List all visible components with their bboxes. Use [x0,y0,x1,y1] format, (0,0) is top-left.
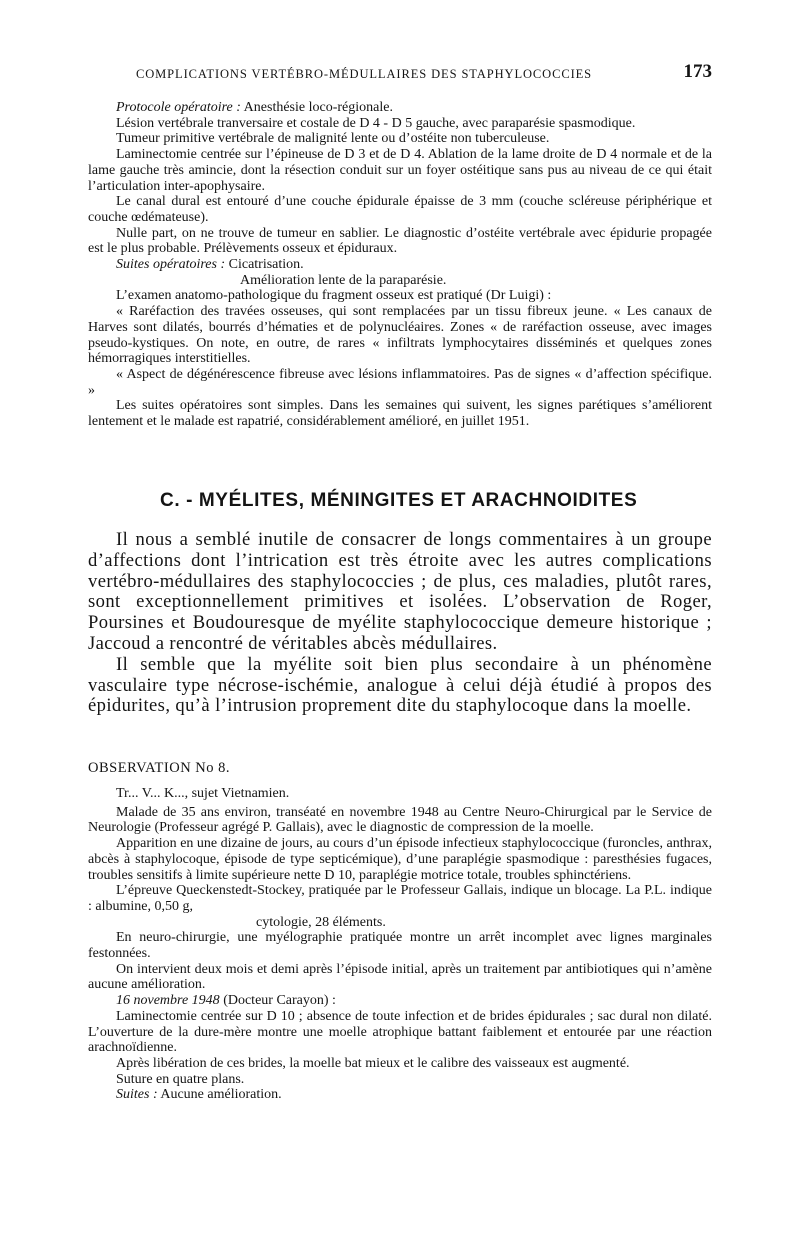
protocol-label: Protocole opératoire : [116,100,241,115]
observation-suites-line [88,1087,712,1103]
paragraph-lesion: Lésion vertébrale tranversaire et costale de D 4 - D 5 gauche, avec paraparésie spasmodique. [116,115,636,131]
section-c-body [88,530,712,717]
paragraph-laminectomie-2: Laminectomie centrée sur D 10 ; absence de toute infection et de brides épidurales ; sac dural non dilaté. L’ouverture de la dure-mère montre une moelle atrophique battant faiblement et entourée par une réaction arachnoïdienne. [88,1008,712,1056]
section-heading: C. - MYÉLITES, MÉNINGITES ET ARACHNOIDITES [160,490,638,511]
paragraph-laminectomie: Laminectomie centrée sur l’épineuse de D 3 et de D 4. Ablation de la lame droite de D 4 normale et de la lame gauche très amincie, dont la résection conduit sur un foyer ostéitique sans pus au niveau de ce qui était l’articulation inter-apophysaire. [88,147,712,194]
paragraph-cytologie: cytologie, 28 éléments. [256,914,386,930]
paragraph-suites-simples: Les suites opératoires sont simples. Dans les semaines qui suivent, les signes parétiques s’améliorent lentement et le malade est rapatrié, considérablement amélioré, en juillet 1951. [88,398,712,430]
section-c-paragraph-1: Il nous a semblé inutile de consacrer de longs commentaires à un groupe d’affections dont l’intrication est très étroite avec les autres complications vertébro-médullaires des staphylococcies ; de plus, ces maladies, plutôt rares, sont exceptionnellement primitives et isolées. L’observation de Roger, Poursines et Boudouresque de myélite staphylococcique demeure historique ; Jaccoud a rencontré de véritables abcès médullaires. [88,529,712,654]
date-line [88,993,712,1009]
observation-suites-text: Aucune amélioration. [157,1087,282,1103]
suites-text: Cicatrisation. [225,257,304,273]
patient-line: Tr... V... K..., sujet Vietnamien. [116,786,290,801]
operation-protocol-section [88,100,712,430]
paragraph-apparition: Apparition en une dizaine de jours, au cours d’un épisode infectieux staphylococcique (furoncles, anthrax, abcès à staphylocoque, épisode de type septicémique), d’une paraplégie spasmodique : paresthésies fugaces, troubles sensitifs à limite supérieure nette D 10, paraplégie motrice totale, troubles sphinctériens. [88,836,712,883]
protocol-line [88,100,712,116]
paragraph-canal: Le canal dural est entouré d’une couche épidurale épaisse de 3 mm (couche scléreuse périphérique et couche œdémateuse). [88,194,712,225]
quote-pathology-2: « Aspect de dégénérescence fibreuse avec lésions inflammatoires. Pas de signes « d’affection spécifique. » [88,366,712,398]
paragraph-epreuve: L’épreuve Queckenstedt-Stockey, pratiquée par le Professeur Gallais, indique un blocage. La P.L. indique : albumine, 0,50 g, [88,883,712,914]
section-c-paragraph-2: Il semble que la myélite soit bien plus secondaire à un phénomène vasculaire type nécrose-ischémie, analogue à celui déjà étudié à propos des épidurites, qu’à l’intrusion proprement dite du staphylocoque dans la moelle. [88,653,712,717]
suites-line-2: Amélioration lente de la paraparésie. [240,272,447,288]
date-label: 16 novembre 1948 [116,993,220,1009]
page-number: 173 [683,61,712,82]
observation-suites-label: Suites : [116,1087,158,1103]
protocol-text: Anesthésie loco-régionale. [240,100,393,115]
paragraph-suture: Suture en quatre plans. [116,1071,245,1087]
paragraph-tumeur: Tumeur primitive vertébrale de malignité lente ou d’ostéite non tuberculeuse. [116,131,550,147]
paragraph-neuro-chirurgie: En neuro-chirurgie, une myélographie pratiquée montre un arrêt incomplet avec lignes marginales festonnées. [88,930,712,962]
paragraph-intervient: On intervient deux mois et demi après l’épisode initial, après un traitement par antibiotiques qui n’amène aucune amélioration. [88,961,712,993]
running-title: COMPLICATIONS VERTÉBRO-MÉDULLAIRES DES STAPHYLOCOCCIES [136,67,593,81]
paragraph-nulle-part: Nulle part, on ne trouve de tumeur en sablier. Le diagnostic d’ostéite vertébrale avec épidurie propagée est le plus probable. Prélèvements osseux et épiduraux. [88,225,712,257]
observation-body [88,786,712,1103]
paragraph-examen: L’examen anatomo-pathologique du fragment osseux est pratiqué (Dr Luigi) : [116,288,552,304]
observation-title: OBSERVATION No 8. [88,760,231,776]
paragraph-malade: Malade de 35 ans environ, transéaté en novembre 1948 au Centre Neuro-Chirurgical par le Service de Neurologie (Professeur agrégé P. Gallais), avec le diagnostic de compression de la moelle. [88,804,712,836]
date-text: (Docteur Carayon) : [219,993,336,1009]
suites-line [88,257,712,273]
suites-label: Suites opératoires : [116,257,226,273]
page-header [88,58,712,88]
quote-pathology-1: « Raréfaction des travées osseuses, qui sont remplacées par un tissu fibreux jeune. « Les canaux de Harves sont dilatés, bourrés d’hématies et de polynucléaires. Zones « de raréfaction osseuse, avec images pseudo-kystiques. On note, en outre, de rares « infiltrats lymphocytaires disséminés et quelques zones hémorragiques interstitielles. [88,304,712,367]
paragraph-apres: Après libération de ces brides, la moelle bat mieux et le calibre des vaisseaux est augmenté. [116,1055,630,1071]
